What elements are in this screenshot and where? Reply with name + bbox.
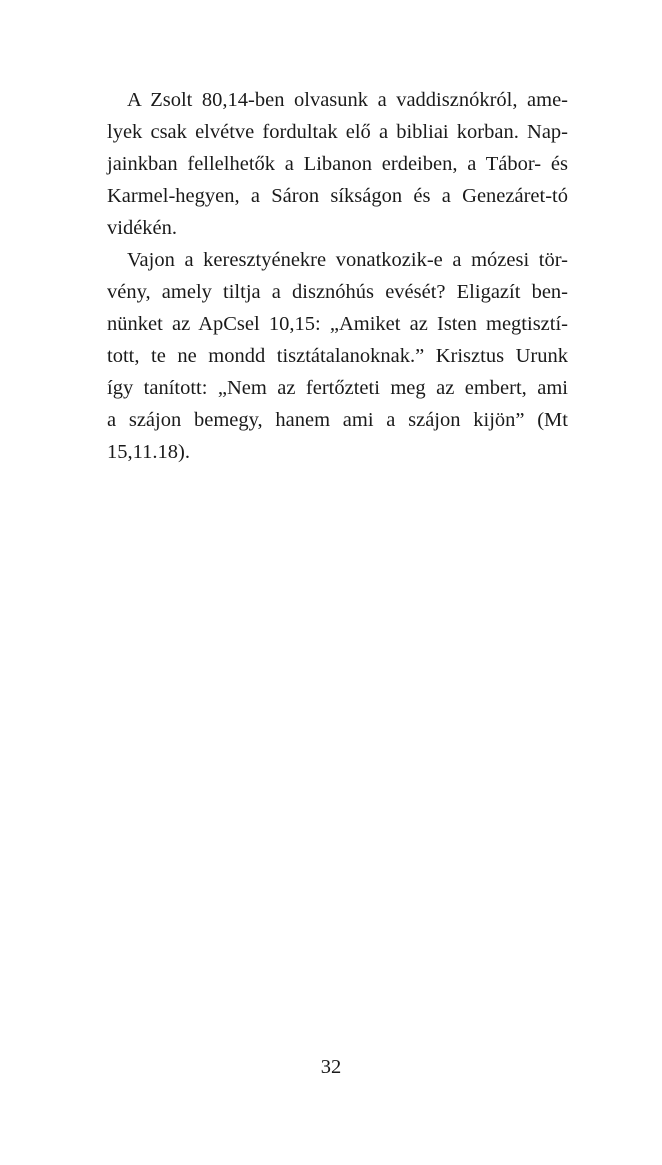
text-line: vidékén. bbox=[107, 217, 178, 239]
text-line: nünket az ApCsel 10,15: „Amiket az Isten megtisztí- bbox=[107, 313, 568, 335]
text-line: így tanított: „Nem az fertőzteti meg az embert, ami bbox=[107, 377, 568, 399]
page-number: 32 bbox=[320, 1056, 342, 1078]
paragraph-mosaic-law bbox=[107, 244, 568, 468]
body-text bbox=[107, 84, 568, 468]
text-line: 15,11.18). bbox=[107, 441, 190, 463]
text-line: tott, te ne mondd tisztátalanoknak.” Krisztus Urunk bbox=[107, 345, 568, 367]
text-line: Vajon a keresztyénekre vonatkozik-e a mózesi tör- bbox=[127, 249, 568, 271]
text-line: vény, amely tiltja a disznóhús evését? Eligazít ben- bbox=[107, 281, 568, 303]
text-line: a szájon bemegy, hanem ami a szájon kijön” (Mt bbox=[107, 409, 568, 431]
text-line: A Zsolt 80,14-ben olvasunk a vaddisznókról, ame- bbox=[127, 89, 568, 111]
text-line: jainkban fellelhetők a Libanon erdeiben, a Tábor- és bbox=[107, 153, 568, 175]
text-line: lyek csak elvétve fordultak elő a bibliai korban. Nap- bbox=[107, 121, 568, 143]
paragraph-wild-boars bbox=[107, 84, 568, 244]
text-line: Karmel-hegyen, a Sáron síkságon és a Genezáret-tó bbox=[107, 185, 568, 207]
